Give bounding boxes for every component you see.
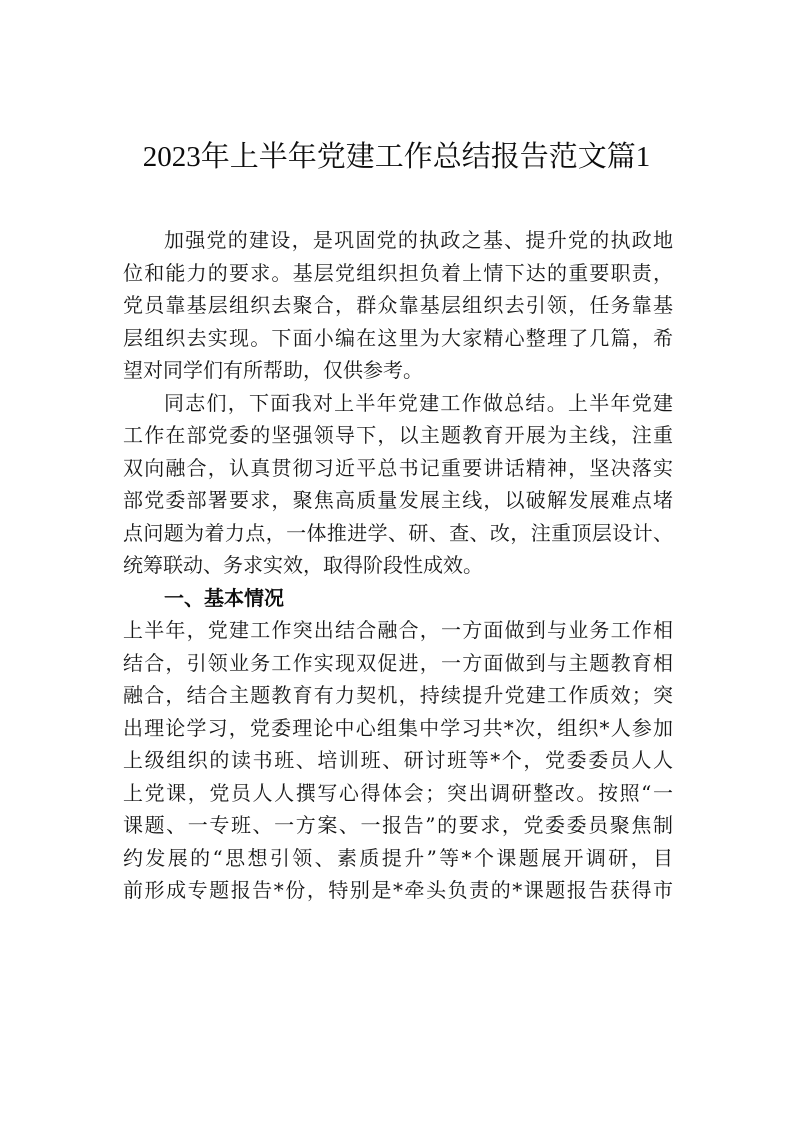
- text-line: 加强党的建设，是巩固党的执政之基、提升党的执政地: [164, 228, 673, 252]
- text-line: 位和能力的要求。基层党组织担负着上情下达的重要职责，: [123, 260, 673, 285]
- document-body: [123, 224, 673, 907]
- section-heading: 一、基本情况: [164, 585, 284, 610]
- text-line: 前形成专题报告*份，特别是*牵头负责的*课题报告获得市: [123, 878, 673, 902]
- text-line: 层组织去实现。下面小编在这里为大家精心整理了几篇，希: [123, 325, 673, 350]
- text-line: 结合，引领业务工作实现双促进，一方面做到与主题教育相: [123, 650, 673, 675]
- intro-paragraph: [123, 224, 673, 387]
- text-line: 约发展的“思想引领、素质提升”等*个课题展开调研，目: [123, 845, 673, 870]
- basic-situation-paragraph: [123, 614, 673, 907]
- text-line: 统筹联动、务求实效，取得阶段性成效。: [123, 553, 483, 577]
- text-line: 上党课，党员人人撰写心得体会；突出调研整改。按照“一: [123, 780, 673, 805]
- text-line: 双向融合，认真贯彻习近平总书记重要讲话精神，坚决落实: [123, 455, 673, 480]
- text-line: 部党委部署要求，聚焦高质量发展主线，以破解发展难点堵: [123, 488, 673, 512]
- summary-paragraph: [123, 387, 673, 582]
- text-line: 上级组织的读书班、培训班、研讨班等*个，党委委员人人: [123, 748, 673, 772]
- document-title: 2023年上半年党建工作总结报告范文篇1: [142, 141, 651, 173]
- text-line: 望对同学们有所帮助，仅供参考。: [123, 358, 423, 382]
- text-line: 党员靠基层组织去聚合，群众靠基层组织去引领，任务靠基: [123, 293, 673, 317]
- text-line: 同志们，下面我对上半年党建工作做总结。上半年党建: [164, 390, 673, 415]
- text-line: 出理论学习，党委理论中心组集中学习共*次，组织*人参加: [123, 715, 673, 740]
- text-line: 工作在部党委的坚强领导下，以主题教育开展为主线，注重: [123, 423, 673, 447]
- text-line: 融合，结合主题教育有力契机，持续提升党建工作质效；突: [123, 683, 673, 707]
- text-line: 上半年，党建工作突出结合融合，一方面做到与业务工作相: [123, 618, 673, 642]
- text-line: 课题、一专班、一方案、一报告”的要求，党委委员聚焦制: [123, 813, 673, 837]
- text-line: 点问题为着力点，一体推进学、研、查、改，注重顶层设计、: [123, 520, 673, 545]
